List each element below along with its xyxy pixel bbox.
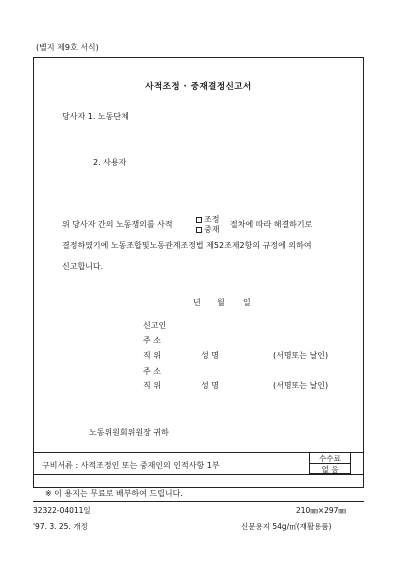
recipient: 노동위원회위원장 귀하 [89, 428, 169, 437]
reporter-name-1: 성 명 [201, 351, 219, 360]
fee-value: 없 음 [321, 465, 339, 474]
mediation-checkbox[interactable] [196, 217, 202, 223]
attachments-bottom-rule [33, 474, 364, 475]
attachments-list: 구비서류 : 사적조정인 또는 중재인의 인적사항 1부 [42, 461, 220, 470]
paper-spec: 신문용지 54g/㎡(재활용품) [241, 522, 332, 531]
form-title: 사적조정 · 중재결정신고서 [145, 82, 252, 92]
reporter-position-2: 직 위 [143, 381, 161, 390]
form-number-label: (별지 제9호 서식) [36, 43, 99, 52]
body-line1-end: 절차에 따라 해결하기로 [230, 220, 313, 229]
revision-date: '97. 3. 25. 개정 [33, 522, 88, 531]
arbitration-checkbox[interactable] [196, 227, 202, 233]
fee-box [309, 452, 351, 474]
date-month: 월 [217, 298, 225, 307]
notice-rule [33, 501, 364, 502]
party-employer: 2. 사용자 [93, 158, 127, 167]
reporter-name-2: 성 명 [201, 381, 219, 390]
reporter-address-1: 주 소 [143, 336, 161, 345]
reporter-sign-1: (서명또는 날인) [273, 351, 329, 360]
date-day: 일 [243, 298, 251, 307]
option-arbitration[interactable] [196, 224, 219, 235]
arbitration-label: 중재 [204, 225, 220, 234]
date-year: 년 [193, 298, 201, 307]
form-code: 32322-04011일 [33, 506, 91, 515]
party-labor-union: 당사자 1. 노동단체 [62, 112, 129, 121]
body-line2: 결정하였기에 노동조합및노동관계조정법 제52조제2항의 규정에 의하여 [62, 241, 312, 250]
free-distribution-notice: ※ 이 용지는 무료로 배부하여 드립니다. [45, 489, 183, 498]
reporter-address-2: 주 소 [143, 367, 161, 376]
paper-size: 210㎜×297㎜ [296, 506, 346, 515]
fee-header: 수수료 [319, 454, 341, 463]
mediation-label: 조정 [204, 215, 220, 224]
reporter-position-1: 직 위 [143, 351, 161, 360]
reporter-title: 신고인 [143, 321, 167, 330]
reporter-sign-2: (서명또는 날인) [273, 381, 329, 390]
body-line1-start: 위 당사자 간의 노동쟁의를 사적 [62, 220, 173, 229]
body-line3: 신고합니다. [62, 262, 104, 271]
